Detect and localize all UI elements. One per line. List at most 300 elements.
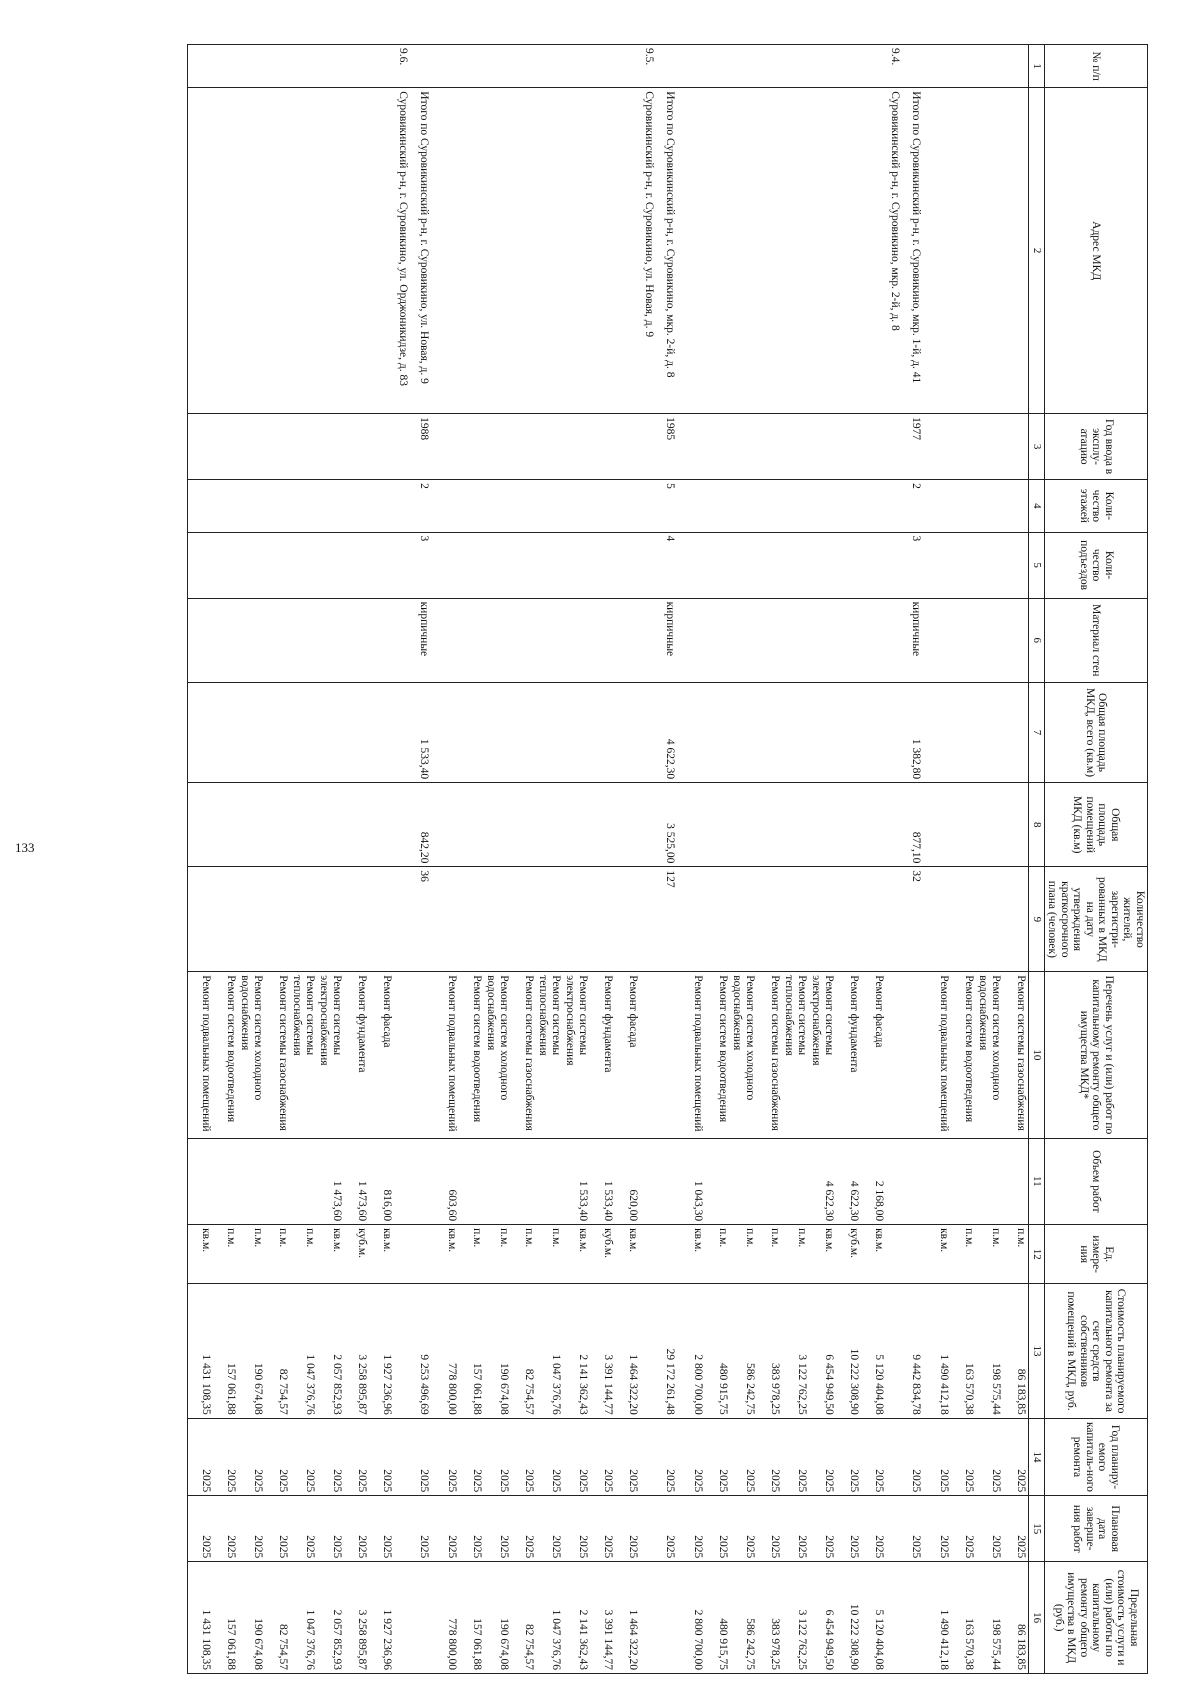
cell-c7 bbox=[730, 682, 757, 782]
cell-c8 bbox=[809, 783, 836, 867]
cell-c16: 82 754,57 bbox=[511, 1562, 536, 1674]
column-header: Коли-чество этажей bbox=[1045, 480, 1148, 532]
cell-c13: 10 222 308,90 bbox=[836, 1284, 861, 1418]
cell-c1 bbox=[265, 45, 290, 88]
cell-c9 bbox=[926, 867, 951, 972]
total-row bbox=[661, 45, 680, 1674]
cell-c14: 2025 bbox=[705, 1418, 730, 1495]
work-row bbox=[317, 45, 344, 1674]
cell-c9 bbox=[886, 867, 907, 972]
cell-c7 bbox=[317, 682, 344, 782]
cell-c5 bbox=[836, 532, 861, 598]
cell-c2 bbox=[705, 88, 730, 414]
cell-c7 bbox=[188, 682, 214, 782]
cell-c7 bbox=[238, 682, 265, 782]
cell-c8 bbox=[836, 783, 861, 867]
column-number-row bbox=[1029, 45, 1045, 1674]
cell-c10: Ремонт фундамента bbox=[836, 972, 861, 1138]
cell-c12: кв.м. bbox=[615, 1225, 640, 1284]
cell-c2 bbox=[344, 88, 369, 414]
cell-c8 bbox=[782, 783, 809, 867]
cell-c15 bbox=[640, 1496, 661, 1562]
cell-c3 bbox=[590, 414, 615, 480]
cell-c4 bbox=[188, 480, 214, 532]
cell-c14: 2025 bbox=[188, 1418, 214, 1495]
cell-c10 bbox=[886, 972, 907, 1138]
cell-c7 bbox=[536, 682, 563, 782]
cell-c14: 2025 bbox=[757, 1418, 782, 1495]
cell-c4 bbox=[317, 480, 344, 532]
cell-c2: Суровикинский р-н, г. Суровикино, мкр. 2-й, д. 8 bbox=[886, 88, 907, 414]
cell-c6 bbox=[536, 598, 563, 682]
cell-c16: 1 047 376,76 bbox=[290, 1562, 317, 1674]
cell-c4: 5 bbox=[661, 480, 680, 532]
cell-c2 bbox=[730, 88, 757, 414]
cell-c6 bbox=[434, 598, 459, 682]
cell-c9 bbox=[369, 867, 394, 972]
cell-c7 bbox=[344, 682, 369, 782]
cell-c6 bbox=[951, 598, 976, 682]
work-row bbox=[680, 45, 705, 1674]
cell-c4 bbox=[886, 480, 907, 532]
cell-c7 bbox=[369, 682, 394, 782]
cell-c9 bbox=[705, 867, 730, 972]
cell-c4 bbox=[976, 480, 1003, 532]
cell-c15: 2025 bbox=[238, 1496, 265, 1562]
column-number: 6 bbox=[1029, 598, 1045, 682]
cell-c8: 877,10 bbox=[907, 783, 926, 867]
cell-c2 bbox=[590, 88, 615, 414]
cell-c8 bbox=[213, 783, 238, 867]
cell-c9 bbox=[590, 867, 615, 972]
cell-c10: Ремонт систем холодного водоснабжения bbox=[730, 972, 757, 1138]
column-header: Год ввода в эксплу-атацию bbox=[1045, 414, 1148, 480]
cell-c5: 3 bbox=[415, 532, 434, 598]
cell-c14: 2025 bbox=[238, 1418, 265, 1495]
cell-c13: 9 442 834,78 bbox=[907, 1284, 926, 1418]
cell-c12: п.м. bbox=[1003, 1225, 1029, 1284]
cell-c5 bbox=[536, 532, 563, 598]
cell-c16 bbox=[394, 1562, 415, 1674]
cell-c6 bbox=[1003, 598, 1029, 682]
cell-c1 bbox=[615, 45, 640, 88]
cell-c13 bbox=[640, 1284, 661, 1418]
cell-c6 bbox=[705, 598, 730, 682]
cell-c5: 4 bbox=[661, 532, 680, 598]
cell-c11 bbox=[290, 1138, 317, 1225]
cell-c7: 1 382,80 bbox=[907, 682, 926, 782]
cell-c9 bbox=[680, 867, 705, 972]
cell-c14: 2025 bbox=[836, 1418, 861, 1495]
cell-c10: Ремонт системы теплоснабжения bbox=[536, 972, 563, 1138]
column-header: Ед. измере-ния bbox=[1045, 1225, 1148, 1284]
house-row bbox=[640, 45, 661, 1674]
column-number: 8 bbox=[1029, 783, 1045, 867]
cell-c1 bbox=[213, 45, 238, 88]
cell-c14: 2025 bbox=[434, 1418, 459, 1495]
cell-c14: 2025 bbox=[415, 1418, 434, 1495]
cell-c4 bbox=[705, 480, 730, 532]
cell-c16: 1 927 236,96 bbox=[369, 1562, 394, 1674]
work-row bbox=[563, 45, 590, 1674]
cell-c15 bbox=[394, 1496, 415, 1562]
cell-c15: 2025 bbox=[344, 1496, 369, 1562]
cell-c3 bbox=[886, 414, 907, 480]
cell-c10 bbox=[661, 972, 680, 1138]
cell-c8 bbox=[926, 783, 951, 867]
cell-c4 bbox=[861, 480, 886, 532]
cell-c16 bbox=[640, 1562, 661, 1674]
cell-c5 bbox=[705, 532, 730, 598]
cell-c5 bbox=[926, 532, 951, 598]
cell-c6 bbox=[290, 598, 317, 682]
cell-c7 bbox=[563, 682, 590, 782]
cell-c13: 198 575,44 bbox=[976, 1284, 1003, 1418]
cell-c2 bbox=[1003, 88, 1029, 414]
cell-c4 bbox=[459, 480, 484, 532]
cell-c13: 1 431 108,35 bbox=[188, 1284, 214, 1418]
cell-c5 bbox=[265, 532, 290, 598]
cell-c1 bbox=[415, 45, 434, 88]
cell-c7 bbox=[782, 682, 809, 782]
cell-c4 bbox=[394, 480, 415, 532]
cell-c15: 2025 bbox=[188, 1496, 214, 1562]
cell-c13: 1 490 412,18 bbox=[926, 1284, 951, 1418]
cell-c5 bbox=[640, 532, 661, 598]
cell-c9 bbox=[951, 867, 976, 972]
work-row bbox=[188, 45, 214, 1674]
column-number: 1 bbox=[1029, 45, 1045, 88]
cell-c2 bbox=[511, 88, 536, 414]
capital-repair-table bbox=[187, 44, 1148, 1674]
cell-c2 bbox=[951, 88, 976, 414]
work-row bbox=[976, 45, 1003, 1674]
cell-c10: Ремонт системы газоснабжения bbox=[757, 972, 782, 1138]
cell-c2 bbox=[213, 88, 238, 414]
cell-c9 bbox=[344, 867, 369, 972]
cell-c7 bbox=[615, 682, 640, 782]
cell-c3 bbox=[926, 414, 951, 480]
cell-c9 bbox=[265, 867, 290, 972]
cell-c2 bbox=[265, 88, 290, 414]
cell-c7 bbox=[976, 682, 1003, 782]
cell-c10: Ремонт систем водоотведения bbox=[951, 972, 976, 1138]
cell-c12 bbox=[394, 1225, 415, 1284]
cell-c1 bbox=[536, 45, 563, 88]
total-row bbox=[415, 45, 434, 1674]
cell-c5 bbox=[1003, 532, 1029, 598]
cell-c11 bbox=[757, 1138, 782, 1225]
cell-c14: 2025 bbox=[344, 1418, 369, 1495]
cell-c12: п.м. bbox=[459, 1225, 484, 1284]
work-row bbox=[290, 45, 317, 1674]
cell-c13: 3 258 895,87 bbox=[344, 1284, 369, 1418]
cell-c3 bbox=[563, 414, 590, 480]
cell-c2 bbox=[459, 88, 484, 414]
cell-c3: 1985 bbox=[661, 414, 680, 480]
cell-c10 bbox=[415, 972, 434, 1138]
cell-c16: 778 800,00 bbox=[434, 1562, 459, 1674]
cell-c11: 1 473,60 bbox=[344, 1138, 369, 1225]
cell-c13: 1 047 376,76 bbox=[290, 1284, 317, 1418]
cell-c14: 2025 bbox=[484, 1418, 511, 1495]
cell-c9: 32 bbox=[907, 867, 926, 972]
cell-c3 bbox=[809, 414, 836, 480]
cell-c2 bbox=[434, 88, 459, 414]
cell-c6 bbox=[394, 598, 415, 682]
cell-c16: 157 061,88 bbox=[459, 1562, 484, 1674]
cell-c15: 2025 bbox=[907, 1496, 926, 1562]
cell-c8 bbox=[861, 783, 886, 867]
cell-c7 bbox=[213, 682, 238, 782]
cell-c15: 2025 bbox=[861, 1496, 886, 1562]
cell-c15: 2025 bbox=[290, 1496, 317, 1562]
cell-c5 bbox=[317, 532, 344, 598]
cell-c2 bbox=[238, 88, 265, 414]
cell-c11 bbox=[484, 1138, 511, 1225]
cell-c8 bbox=[188, 783, 214, 867]
cell-c16: 5 120 404,08 bbox=[861, 1562, 886, 1674]
cell-c6: кирпичные bbox=[661, 598, 680, 682]
cell-c16: 86 183,85 bbox=[1003, 1562, 1029, 1674]
cell-c13: 6 454 949,50 bbox=[809, 1284, 836, 1418]
cell-c2: Итого по Суровикинский р-н, г. Суровикино, мкр. 1-й, д. 41 bbox=[907, 88, 926, 414]
cell-c8 bbox=[536, 783, 563, 867]
cell-c15: 2025 bbox=[926, 1496, 951, 1562]
cell-c8 bbox=[344, 783, 369, 867]
cell-c11 bbox=[782, 1138, 809, 1225]
cell-c3 bbox=[951, 414, 976, 480]
cell-c5 bbox=[484, 532, 511, 598]
cell-c3 bbox=[782, 414, 809, 480]
cell-c16: 2 057 852,93 bbox=[317, 1562, 344, 1674]
cell-c9 bbox=[188, 867, 214, 972]
cell-c15 bbox=[886, 1496, 907, 1562]
cell-c12: куб.м. bbox=[836, 1225, 861, 1284]
cell-c10: Ремонт систем холодного водоснабжения bbox=[976, 972, 1003, 1138]
cell-c6 bbox=[563, 598, 590, 682]
cell-c3 bbox=[640, 414, 661, 480]
cell-c4 bbox=[951, 480, 976, 532]
cell-c14: 2025 bbox=[861, 1418, 886, 1495]
cell-c5 bbox=[344, 532, 369, 598]
cell-c10: Ремонт фундамента bbox=[344, 972, 369, 1138]
cell-c14: 2025 bbox=[511, 1418, 536, 1495]
cell-c5 bbox=[951, 532, 976, 598]
cell-c4 bbox=[265, 480, 290, 532]
cell-c8 bbox=[976, 783, 1003, 867]
cell-c6 bbox=[265, 598, 290, 682]
column-number: 11 bbox=[1029, 1138, 1045, 1225]
cell-c16: 198 575,44 bbox=[976, 1562, 1003, 1674]
cell-c12: п.м. bbox=[484, 1225, 511, 1284]
cell-c11: 2 168,00 bbox=[861, 1138, 886, 1225]
work-row bbox=[344, 45, 369, 1674]
cell-c15: 2025 bbox=[484, 1496, 511, 1562]
cell-c9 bbox=[484, 867, 511, 972]
column-header: Стоимость планируемого капитального ремонта за счет средств собственников помещений в МКД, руб. bbox=[1045, 1284, 1148, 1418]
cell-c3 bbox=[238, 414, 265, 480]
cell-c4 bbox=[238, 480, 265, 532]
cell-c12: п.м. bbox=[976, 1225, 1003, 1284]
cell-c7 bbox=[1003, 682, 1029, 782]
cell-c10: Ремонт подвальных помещений bbox=[926, 972, 951, 1138]
cell-c16 bbox=[661, 1562, 680, 1674]
cell-c13 bbox=[394, 1284, 415, 1418]
cell-c6 bbox=[861, 598, 886, 682]
cell-c15: 2025 bbox=[317, 1496, 344, 1562]
cell-c2 bbox=[976, 88, 1003, 414]
cell-c8 bbox=[951, 783, 976, 867]
cell-c2 bbox=[369, 88, 394, 414]
cell-c13: 383 978,25 bbox=[757, 1284, 782, 1418]
cell-c5 bbox=[757, 532, 782, 598]
cell-c15: 2025 bbox=[369, 1496, 394, 1562]
cell-c16: 190 674,08 bbox=[484, 1562, 511, 1674]
cell-c6 bbox=[886, 598, 907, 682]
cell-c16 bbox=[907, 1562, 926, 1674]
cell-c5 bbox=[290, 532, 317, 598]
cell-c14 bbox=[886, 1418, 907, 1495]
cell-c10 bbox=[640, 972, 661, 1138]
cell-c15: 2025 bbox=[809, 1496, 836, 1562]
cell-c8 bbox=[590, 783, 615, 867]
cell-c2 bbox=[757, 88, 782, 414]
work-row bbox=[511, 45, 536, 1674]
cell-c6 bbox=[590, 598, 615, 682]
cell-c9 bbox=[434, 867, 459, 972]
cell-c4 bbox=[1003, 480, 1029, 532]
work-row bbox=[265, 45, 290, 1674]
cell-c6 bbox=[459, 598, 484, 682]
column-header: Материал стен bbox=[1045, 598, 1148, 682]
cell-c11 bbox=[394, 1138, 415, 1225]
cell-c9 bbox=[976, 867, 1003, 972]
column-header: № п/п bbox=[1045, 45, 1148, 88]
cell-c3 bbox=[861, 414, 886, 480]
cell-c1 bbox=[484, 45, 511, 88]
cell-c8 bbox=[459, 783, 484, 867]
cell-c16: 157 061,88 bbox=[213, 1562, 238, 1674]
cell-c7 bbox=[809, 682, 836, 782]
cell-c11 bbox=[926, 1138, 951, 1225]
cell-c10: Ремонт фасада bbox=[861, 972, 886, 1138]
cell-c10: Ремонт системы газоснабжения bbox=[511, 972, 536, 1138]
cell-c14: 2025 bbox=[536, 1418, 563, 1495]
column-number: 14 bbox=[1029, 1418, 1045, 1495]
cell-c9 bbox=[394, 867, 415, 972]
cell-c8 bbox=[434, 783, 459, 867]
cell-c11 bbox=[213, 1138, 238, 1225]
cell-c16: 1 431 108,35 bbox=[188, 1562, 214, 1674]
cell-c9 bbox=[809, 867, 836, 972]
cell-c8 bbox=[1003, 783, 1029, 867]
cell-c3: 1977 bbox=[907, 414, 926, 480]
cell-c1 bbox=[680, 45, 705, 88]
cell-c15: 2025 bbox=[836, 1496, 861, 1562]
cell-c9 bbox=[511, 867, 536, 972]
cell-c14: 2025 bbox=[976, 1418, 1003, 1495]
cell-c5 bbox=[188, 532, 214, 598]
column-number: 2 bbox=[1029, 88, 1045, 414]
cell-c3 bbox=[680, 414, 705, 480]
cell-c13: 163 570,38 bbox=[951, 1284, 976, 1418]
cell-c12: п.м. bbox=[782, 1225, 809, 1284]
cell-c3 bbox=[536, 414, 563, 480]
cell-c13: 82 754,57 bbox=[265, 1284, 290, 1418]
cell-c1 bbox=[836, 45, 861, 88]
cell-c6 bbox=[730, 598, 757, 682]
cell-c4 bbox=[511, 480, 536, 532]
work-row bbox=[926, 45, 951, 1674]
cell-c6 bbox=[680, 598, 705, 682]
cell-c9: 127 bbox=[661, 867, 680, 972]
cell-c7 bbox=[484, 682, 511, 782]
work-row bbox=[213, 45, 238, 1674]
cell-c13: 157 061,88 bbox=[459, 1284, 484, 1418]
cell-c14: 2025 bbox=[590, 1418, 615, 1495]
cell-c12: п.м. bbox=[730, 1225, 757, 1284]
work-row bbox=[1003, 45, 1029, 1674]
house-row bbox=[394, 45, 415, 1674]
cell-c16: 3 258 895,87 bbox=[344, 1562, 369, 1674]
cell-c16: 3 391 144,77 bbox=[590, 1562, 615, 1674]
cell-c16: 10 222 308,90 bbox=[836, 1562, 861, 1674]
cell-c14: 2025 bbox=[369, 1418, 394, 1495]
cell-c4 bbox=[434, 480, 459, 532]
cell-c12: п.м. bbox=[213, 1225, 238, 1284]
column-header: Год планиру-емого капиталь-ного ремонта bbox=[1045, 1418, 1148, 1495]
cell-c1 bbox=[369, 45, 394, 88]
cell-c11 bbox=[730, 1138, 757, 1225]
cell-c12 bbox=[661, 1225, 680, 1284]
cell-c3 bbox=[265, 414, 290, 480]
cell-c15: 2025 bbox=[757, 1496, 782, 1562]
cell-c1 bbox=[1003, 45, 1029, 88]
cell-c13: 2 800 700,00 bbox=[680, 1284, 705, 1418]
cell-c12: п.м. bbox=[757, 1225, 782, 1284]
cell-c13: 1 464 322,20 bbox=[615, 1284, 640, 1418]
cell-c10: Ремонт системы электроснабжения bbox=[317, 972, 344, 1138]
cell-c15: 2025 bbox=[705, 1496, 730, 1562]
cell-c16: 190 674,08 bbox=[238, 1562, 265, 1674]
column-header: Коли-чество подъездов bbox=[1045, 532, 1148, 598]
cell-c7 bbox=[590, 682, 615, 782]
cell-c3 bbox=[511, 414, 536, 480]
cell-c13: 1 047 376,76 bbox=[536, 1284, 563, 1418]
work-row bbox=[484, 45, 511, 1674]
cell-c4 bbox=[730, 480, 757, 532]
cell-c10: Ремонт системы теплоснабжения bbox=[782, 972, 809, 1138]
cell-c16: 82 754,57 bbox=[265, 1562, 290, 1674]
cell-c6: кирпичные bbox=[415, 598, 434, 682]
cell-c10: Ремонт систем холодного водоснабжения bbox=[484, 972, 511, 1138]
cell-c13: 157 061,88 bbox=[213, 1284, 238, 1418]
cell-c8 bbox=[730, 783, 757, 867]
cell-c6 bbox=[317, 598, 344, 682]
header-row bbox=[1045, 45, 1148, 1674]
cell-c15: 2025 bbox=[1003, 1496, 1029, 1562]
cell-c8 bbox=[757, 783, 782, 867]
cell-c12: куб.м. bbox=[590, 1225, 615, 1284]
cell-c7 bbox=[459, 682, 484, 782]
cell-c13: 190 674,08 bbox=[484, 1284, 511, 1418]
cell-c12: п.м. bbox=[536, 1225, 563, 1284]
cell-c1 bbox=[590, 45, 615, 88]
cell-c12: кв.м. bbox=[369, 1225, 394, 1284]
cell-c1 bbox=[809, 45, 836, 88]
cell-c4 bbox=[809, 480, 836, 532]
